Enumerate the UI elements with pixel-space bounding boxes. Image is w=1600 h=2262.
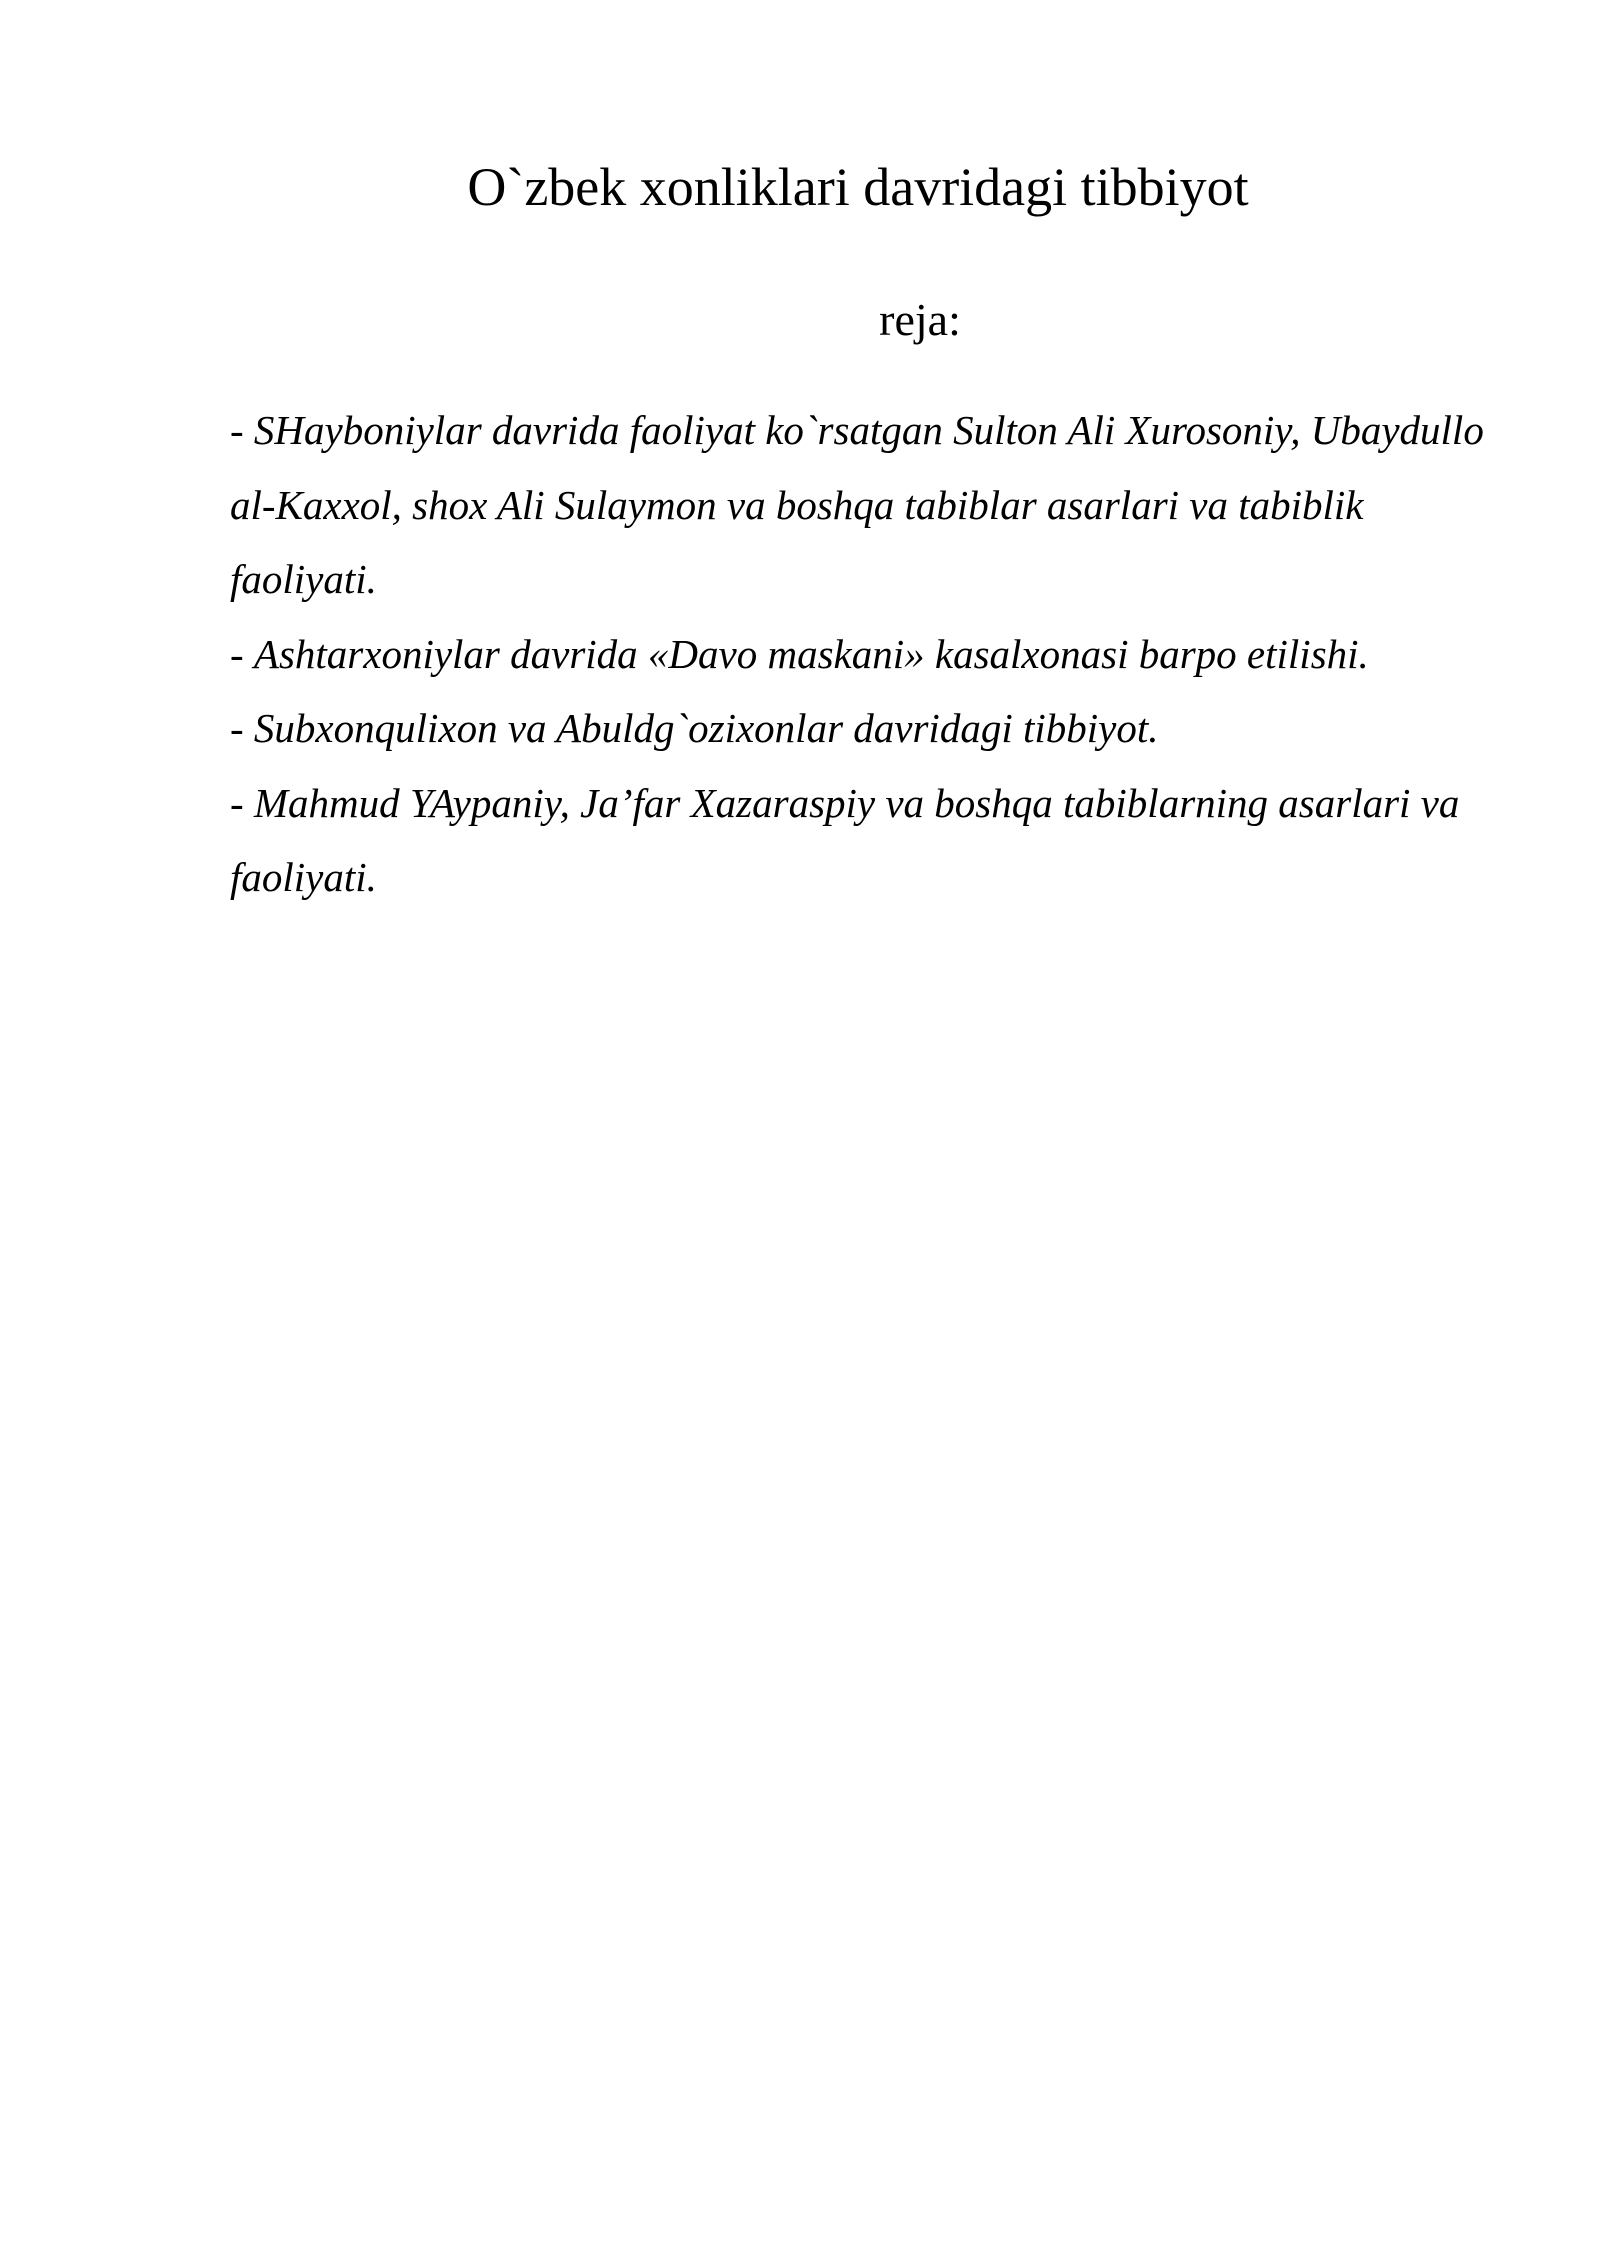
plan-item bbox=[230, 691, 1500, 766]
plan-item-marker: - bbox=[230, 630, 254, 677]
plan-item-marker: - bbox=[230, 705, 254, 751]
document-title: O`zbek xonliklari davridagi tibbiyot bbox=[467, 157, 1249, 217]
plan-item bbox=[230, 393, 1500, 617]
plan-item-marker: - bbox=[230, 779, 254, 826]
plan-item-marker: - bbox=[230, 407, 254, 453]
plan-item-text: Subxonqulixon va Abuldg`ozixonlar davridagi tibbiyot. bbox=[253, 705, 1159, 751]
plan-heading: reja: bbox=[879, 294, 961, 345]
plan-item-text: Ashtarxoniylar davrida «Davo maskani» kasalxonasi barpo etilishi. bbox=[253, 630, 1369, 677]
plan-item bbox=[230, 617, 1500, 692]
plan-item-text: SHayboniylar davrida faoliyat ko`rsatgan Sulton Ali Xurosoniy, Ubaydullo al-Kaxxol, shox Ali Sulaymon va boshqa tabiblar asarlari va tabiblik faoliyati. bbox=[230, 407, 1484, 602]
plan-item-text: Mahmud YAypaniy, Ja’far Xazaraspiy va boshqa tabiblarning asarlari va faoliyati. bbox=[230, 779, 1460, 900]
plan-item bbox=[230, 766, 1500, 915]
plan-list bbox=[230, 393, 1500, 915]
